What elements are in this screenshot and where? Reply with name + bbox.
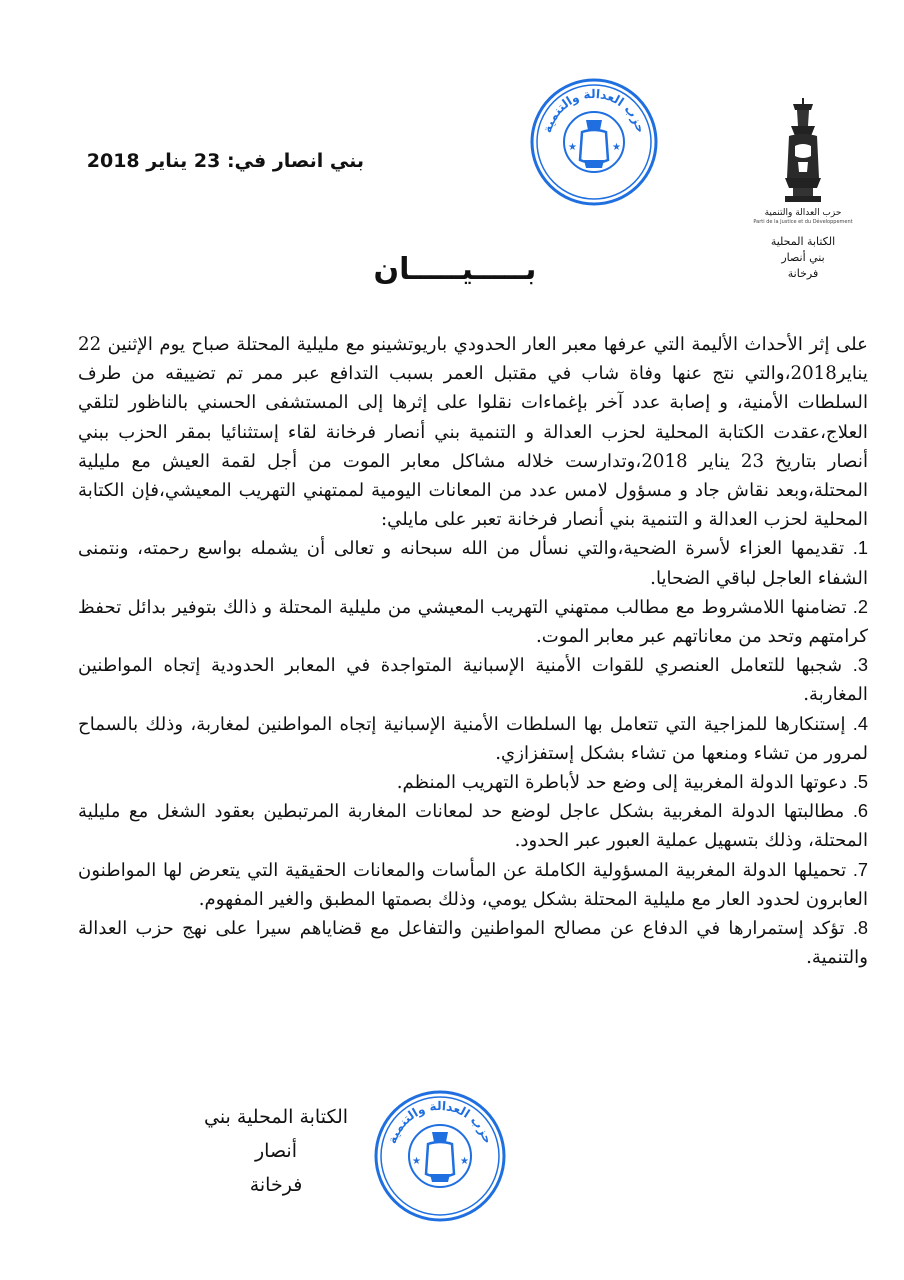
lamp-emblem-icon: [775, 96, 831, 206]
item-number: 6.: [852, 801, 868, 822]
item-number: 3.: [852, 655, 868, 676]
item-number: 4.: [852, 713, 868, 734]
party-seal-icon: [372, 1088, 508, 1224]
item-number: 7.: [852, 859, 868, 880]
party-logo-block: [748, 96, 858, 282]
statement-item: [78, 768, 868, 797]
stamp-top-text: حزب العدالة والتنمية: [540, 86, 648, 135]
item-text: تؤكد إستمرارها في الدفاع عن مصالح المواطنين والتفاعل مع قضاياهم سيرا على نهج حزب العدالة والتنمية.: [78, 918, 868, 969]
logo-office-lines: [748, 234, 858, 282]
item-number: 2.: [852, 596, 868, 617]
statement-item: [78, 797, 868, 855]
signature-line-1: الكتابة المحلية بني أنصار: [203, 1106, 349, 1162]
party-seal-icon: [528, 76, 660, 208]
stamp-bottom-text: حزب العدالة والتنمية: [384, 1098, 496, 1146]
svg-text:★: ★: [612, 142, 621, 153]
item-text: تحميلها الدولة المغربية المسؤولية الكاملة عن المأسات والمعانات الحقيقية التي يتعرض لها المواطنون العابرون لحدود العار مع مليلية المحتلة بشكل يومي، وذلك بصمتها المطبق والغير المفهوم.: [78, 859, 868, 910]
logo-office-line-2: بني أنصار: [781, 251, 825, 264]
statement-item: [78, 914, 868, 972]
statement-intro: على إثر الأحداث الأليمة التي عرفها معبر العار الحدودي باريوتشينو مع مليلية المحتلة صباح يوم الإثنين 22 يناير2018،والتي نتج عنها وفاة شاب في مقتبل العمر بسبب التدافع عبر ممر تم تضييقه من طرف السلطات الأمنية، و إصابة عدد آخر بإغماءات نقلوا على إثرها إلى المستشفى الحسني بالناظور لتلقي العلاج،عقدت الكتابة المحلية لحزب العدالة و التنمية بني أنصار فرخانة لقاء إستثنائيا بمقر الحزب ببني أنصار بتاريخ 23 يناير 2018،وتدارست خلاله مشاكل معابر الموت من أجل لقمة العيش مع مليلية المحتلة،وبعد نقاش جاد و مسؤول لامس عدد من المعانات اليومية لممتهني التهريب المعيشي،فإن الكتابة المحلية لحزب العدالة و التنمية بني أنصار فرخانة تعبر على مايلي:: [78, 334, 868, 531]
statement-item: [78, 856, 868, 914]
item-text: تقديمها العزاء لأسرة الضحية،والتي نسأل من الله سبحانه و تعالى أن يشمله بواسع رحمته، ونتمنى الشفاء العاجل لباقي الضحايا.: [78, 538, 868, 589]
logo-party-name-fr: Parti de la Justice et du Développement: [753, 219, 853, 225]
item-text: تضامنها اللامشروط مع مطالب ممتهني التهريب المعيشي من مليلية المحتلة و ذالك بتوفير بدائل تحفظ كرامتهم وتحد من معاناتهم عبر معابر الموت.: [78, 596, 868, 648]
item-text: دعوتها الدولة المغربية إلى وضع حد لأباطرة التهريب المنظم.: [396, 772, 848, 794]
document-title: بـــــيـــــان: [373, 252, 537, 287]
statement-item: [78, 534, 868, 592]
statement-item: [78, 651, 868, 709]
svg-text:★: ★: [460, 1156, 469, 1167]
signature-block: [186, 1100, 366, 1202]
statement-item: [78, 710, 868, 768]
item-number: 1.: [852, 538, 868, 559]
item-text: مطالبتها الدولة المغربية بشكل عاجل لوضع حد لمعانات المغاربة المرتبطين بعقود الشغل مع مليلية المحتلة، وذلك بتسهيل عملية العبور عبر الحدود.: [78, 801, 868, 852]
logo-party-name-ar: حزب العدالة والتنمية: [764, 208, 842, 218]
svg-text:★: ★: [568, 142, 577, 153]
svg-text:★: ★: [412, 1156, 421, 1167]
item-number: 8.: [852, 918, 868, 939]
logo-office-line-1: الكتابة المحلية: [770, 235, 836, 248]
document-date: بني انصار في: 23 يناير 2018: [86, 150, 364, 172]
signature-line-2: فرخانة: [249, 1174, 303, 1196]
statement-body: [78, 330, 868, 972]
item-text: إستنكارها للمزاجية التي تتعامل بها السلطات الأمنية الإسبانية إتجاه المواطنين لمغاربة، وذلك بالسماح لمرور من تشاء ومنعها من تشاء بشكل إستفزازي.: [78, 713, 868, 764]
item-number: 5.: [852, 772, 868, 793]
statement-items: [78, 534, 868, 972]
item-text: شجبها للتعامل العنصري للقوات الأمنية الإسبانية المتواجدة في المعابر الحدودية إتجاه المواطنين المغاربة.: [78, 655, 868, 706]
statement-item: [78, 593, 868, 651]
logo-office-line-3: فرخانة: [787, 267, 819, 280]
